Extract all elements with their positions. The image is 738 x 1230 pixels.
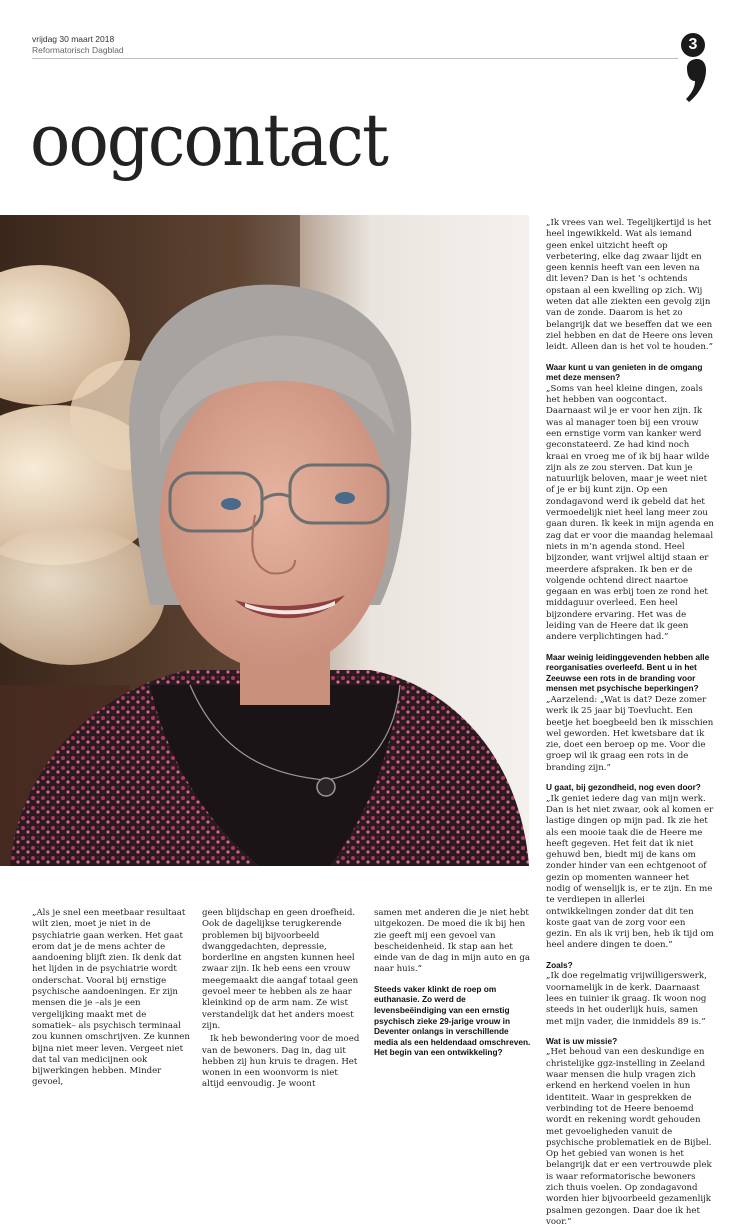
bottom-text-column-3 bbox=[374, 908, 534, 1059]
interview-question: Steeds vaker klinkt de roep om euthanasie. Zo werd de levensbeëindiging van een ernstig psychisch zieke 29-jarige vrouw in Deventer onlangs in verschillende media als een heldendaad omschreven. Het begin van een ontwikkeling? bbox=[374, 983, 531, 1058]
issue-date: vrijdag 30 maart 2018 bbox=[32, 34, 115, 44]
portrait-photo bbox=[0, 215, 529, 866]
page-number: 3 bbox=[681, 33, 705, 57]
comma-logo-icon bbox=[683, 58, 707, 104]
interview-question: Wat is uw missie? bbox=[546, 1035, 618, 1046]
right-text-column bbox=[546, 218, 714, 1230]
paragraph: „Ik doe regelmatig vrijwilligerswerk, voornamelijk in de kerk. Daarnaast lees en tuinier ik graag. Ik woon nog steeds in het ouderlijk huis, samen met mijn vader, die inmiddels 89 is.” bbox=[546, 971, 707, 1027]
header-date-block bbox=[32, 34, 124, 56]
interview-question: Maar weinig leidinggevenden hebben alle reorganisaties overleefd. Bent u in het Zeeuwse een rots in de branding voor mensen met psychische beperkingen? bbox=[546, 651, 710, 694]
interview-question: U gaat, bij gezondheid, nog even door? bbox=[546, 782, 701, 793]
paragraph: samen met anderen die je niet hebt uitgekozen. De moed die ik bij hen zie geeft mij een gevoel van bescheidenheid. Ik stap aan het einde van de dag in mijn auto en ga naar huis.” bbox=[374, 908, 530, 975]
paragraph: Ik heb bewondering voor de moed van de bewoners. Dag in, dag uit hebben zij hun kruis te dragen. Het wonen in een woonvorm is niet altijd eenvoudig. Je woont bbox=[202, 1034, 360, 1090]
interview-question: Zoals? bbox=[546, 959, 573, 970]
bottom-text-column-1 bbox=[32, 908, 192, 1091]
bottom-text-column-2 bbox=[202, 908, 362, 1093]
publication-name: Reformatorisch Dagblad bbox=[32, 45, 124, 55]
paragraph: „Als je snel een meetbaar resultaat wilt zien, moet je niet in de psychiatrie gaan werken. Het gaat erom dat je de mens achter de aandoening blijft zien. Ik denk dat het lijden in de psychiatrie wordt onderschat. Vooral bij ernstige psychische aandoeningen. Er zijn mensen die je –als je een vergelijking maakt met de somatiek– als psychisch terminaal zou kunnen omschrijven. Ze kunnen bijna niet meer leven. Vergeet niet dat tal van medicijnen ook bijwerkingen hebben. Minder gevoel, bbox=[32, 908, 190, 1088]
header-rule bbox=[32, 58, 678, 59]
article-title: oogcontact bbox=[30, 98, 388, 182]
paragraph: „Aarzelend: „Wat is dat? Deze zomer werk ik 25 jaar bij Toevlucht. Een beetje het boegbeeld ben ik misschien wel geworden. Het kwetsbare dat ik zie, doet een beroep op me. Voor die groep wil ik graag een rots in de branding zijn.” bbox=[546, 694, 714, 773]
paragraph: „Soms van heel kleine dingen, zoals het hebben van oogcontact. Daarnaast wil je er voor hen zijn. Ik was al manager toen bij een vrouw een ernstige vorm van kanker werd geconstateerd. Ze had kind noch kraai en vroeg me of ik bij haar wilde zijn als ze zou sterven. Dat kun je natuurlijk beloven, maar je weet niet of je er bij kunt zijn. Op een zondagavond werd ik gebeld dat het vermoedelijk niet heel lang meer zou gaan duren. Ik keek in mijn agenda en zag dat er voor die maandag helemaal niets in m’n agenda stond. Heel bijzonder, want vrijwel altijd staan er meerdere afspraken. Ik ben er de volgende ochtend direct naartoe gegaan en was erbij toen ze rond het middaguur overleed. Een heel bijzondere ervaring. Het was de leiding van de Heere dat ik geen andere verplichtingen had.” bbox=[546, 383, 714, 643]
paragraph: geen blijdschap en geen droefheid. Ook de dagelijkse terugkerende problemen bij bijvoorbeeld dwanggedachten, depressie, borderline en angsten kunnen heel zwaar zijn. Ik heb eens een vrouw meegemaakt die aangaf totaal geen gevoel meer te hebben als ze haar kleinkind op de arm nam. Ze wist verstandelijk dat het anders moest zijn. bbox=[202, 908, 359, 1031]
interview-question: Waar kunt u van genieten in de omgang met deze mensen? bbox=[546, 361, 703, 383]
paragraph: „Het behoud van een deskundige en christelijke ggz-instelling in Zeeland waar mensen die hulp vragen zich erkend en herkend voelen in hun identiteit. Waar in gesprekken de verbinding tot de Heere benoemd wordt en rekening wordt gehouden met gevoeligheden vanuit de psychische problematiek en de Bijbel. Op het gebied van wonen is het belangrijk dat er een vertrouwde plek is waar reformatorische bewoners zich thuis voelen. Op zondagavond worden hier bijvoorbeeld gezamenlijk psalmen gezongen. Daar doe ik het voor.” bbox=[546, 1047, 712, 1227]
paragraph: „Ik geniet iedere dag van mijn werk. Dan is het niet zwaar, ook al komen er lastige dingen op mijn pad. Ik zie het als een mooie taak die de Heere me heeft gegeven. Het feit dat ik niet gehuwd ben, biedt mij de kans om zonder hinder van een echtgenoot of gezin op momenten wanneer het nodig of wenselijk is, er te zijn. En me te verdiepen in allerlei ontwikkelingen zonder dat dit ten koste gaat van de zorg voor een gezin. En als ik vrij ben, heb ik tijd om heel andere dingen te doen.” bbox=[546, 793, 714, 951]
paragraph: „Ik vrees van wel. Tegelijkertijd is het heel ingewikkeld. Wat als iemand geen enkel uitzicht heeft op verbetering, elke dag zwaar lijdt en geen kennis heeft van een leven na dit leven? Dan is het ’s ochtends opstaan al een kwelling op zich. Wij weten dat alle ziekten een gevolg zijn van de zonde. Daarom is het zo belangrijk dat we beseffen dat we een ziel hebben en dat de Heere ons leven leidt. Alleen dan is het vol te houden.” bbox=[546, 218, 714, 353]
